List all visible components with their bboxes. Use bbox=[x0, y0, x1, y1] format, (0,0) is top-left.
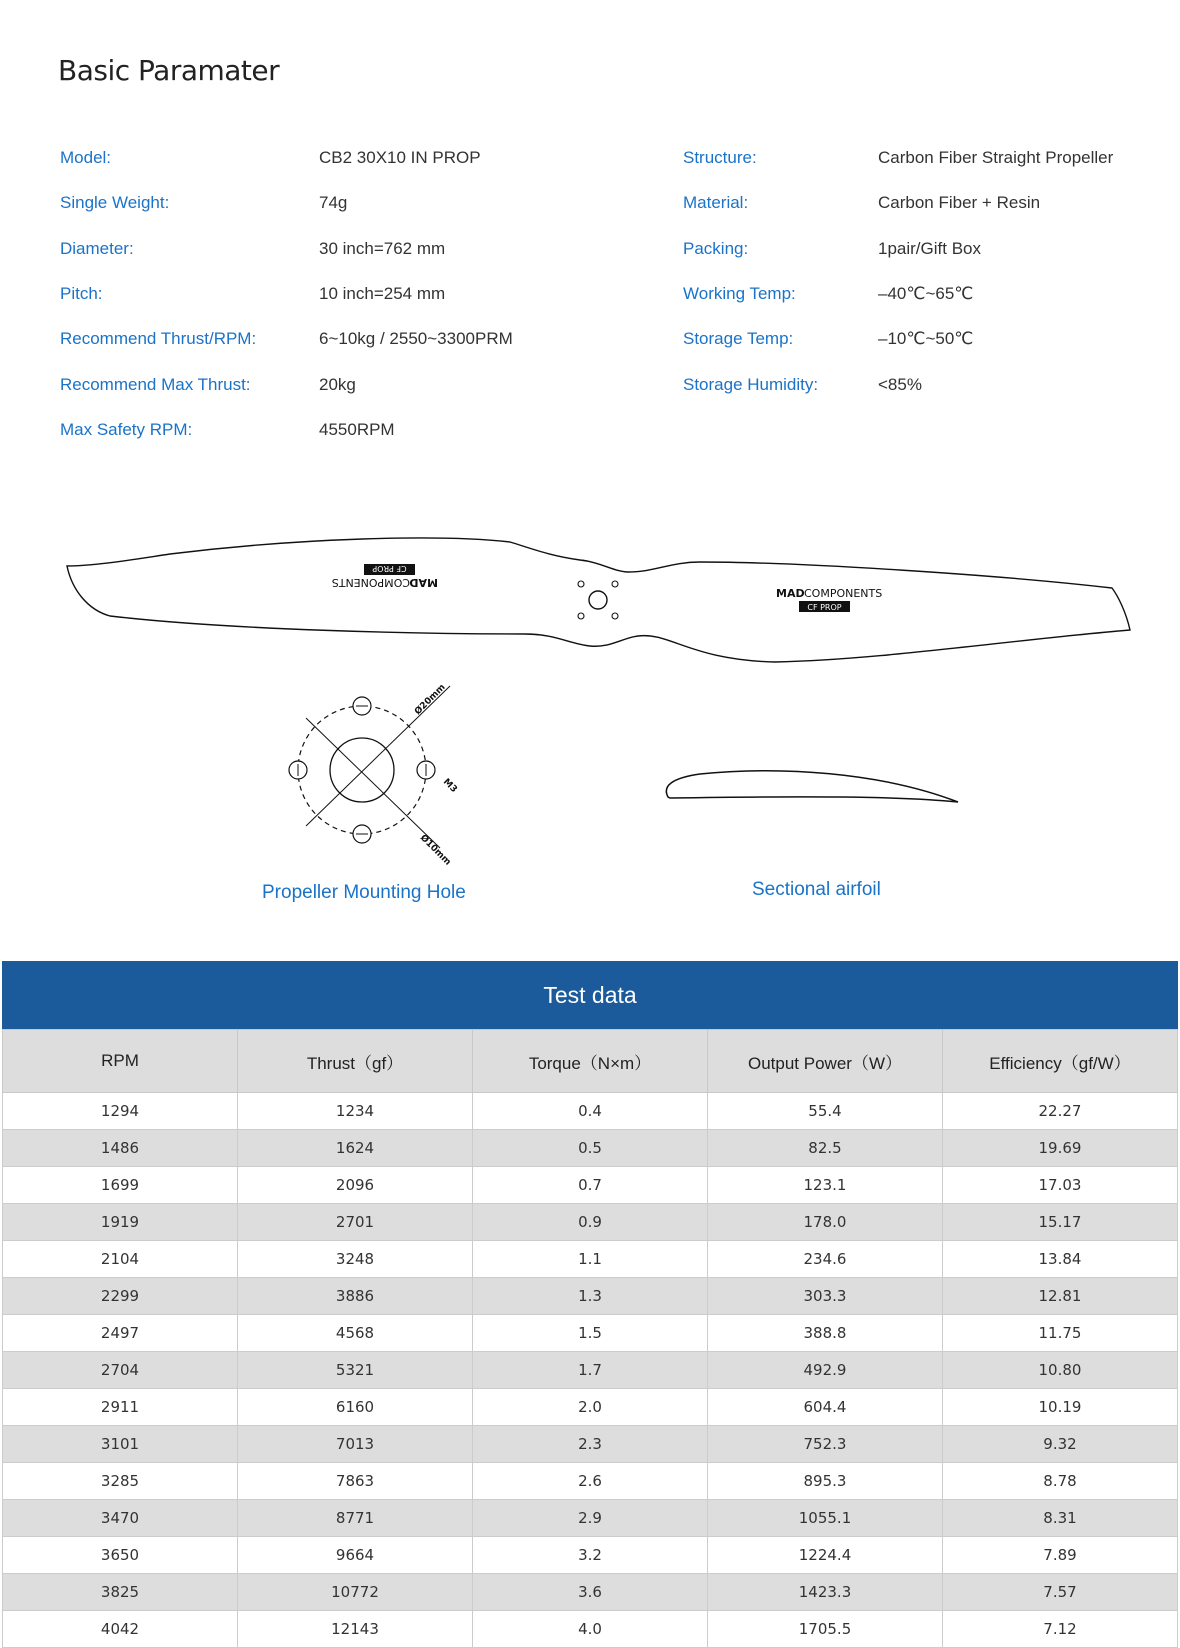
column-header: RPM bbox=[3, 1030, 238, 1093]
param-value: 74g bbox=[319, 193, 348, 212]
table-row bbox=[3, 1500, 1178, 1537]
param-label: Packing: bbox=[683, 239, 749, 258]
airfoil-section bbox=[666, 771, 958, 802]
table-cell: 4.0 bbox=[473, 1611, 708, 1648]
column-header: Thrust（gf） bbox=[238, 1030, 473, 1093]
table-cell: 8.78 bbox=[943, 1463, 1178, 1500]
table-cell: 2911 bbox=[3, 1389, 238, 1426]
page-title: Basic Paramater bbox=[58, 54, 280, 87]
mounting-hole-diagram bbox=[289, 682, 459, 868]
table-cell: 7.89 bbox=[943, 1537, 1178, 1574]
table-row bbox=[3, 1426, 1178, 1463]
table-row bbox=[3, 1315, 1178, 1352]
column-header: Efficiency（gf/W） bbox=[943, 1030, 1178, 1093]
table-row bbox=[3, 1093, 1178, 1130]
table-cell: 0.4 bbox=[473, 1093, 708, 1130]
table-cell: 3650 bbox=[3, 1537, 238, 1574]
param-value: 10 inch=254 mm bbox=[319, 284, 446, 303]
table-cell: 1.1 bbox=[473, 1241, 708, 1278]
table-row bbox=[3, 1537, 1178, 1574]
table-cell: 2701 bbox=[238, 1204, 473, 1241]
table-row bbox=[3, 1352, 1178, 1389]
logo-brand-tag: CF PROP bbox=[372, 564, 407, 573]
table-cell: 1624 bbox=[238, 1130, 473, 1167]
table-cell: 9664 bbox=[238, 1537, 473, 1574]
table-cell: 10.19 bbox=[943, 1389, 1178, 1426]
table-cell: 0.7 bbox=[473, 1167, 708, 1204]
table-cell: 6160 bbox=[238, 1389, 473, 1426]
table-cell: 8771 bbox=[238, 1500, 473, 1537]
param-value: –40℃~65℃ bbox=[878, 284, 974, 303]
param-value: 1pair/Gift Box bbox=[878, 239, 981, 258]
table-cell: 1919 bbox=[3, 1204, 238, 1241]
param-label: Material: bbox=[683, 193, 749, 212]
table-cell: 234.6 bbox=[708, 1241, 943, 1278]
table-cell: 9.32 bbox=[943, 1426, 1178, 1463]
table-header-row bbox=[3, 1030, 1178, 1093]
table-body bbox=[3, 1093, 1178, 1648]
table-cell: 7013 bbox=[238, 1426, 473, 1463]
table-cell: 0.5 bbox=[473, 1130, 708, 1167]
dim-hole-label: M3 bbox=[440, 777, 459, 795]
table-cell: 895.3 bbox=[708, 1463, 943, 1500]
table-cell: 3248 bbox=[238, 1241, 473, 1278]
table-cell: 3101 bbox=[3, 1426, 238, 1463]
table-cell: 604.4 bbox=[708, 1389, 943, 1426]
table-cell: 7.57 bbox=[943, 1574, 1178, 1611]
hub-center-hole bbox=[589, 591, 607, 609]
table-cell: 2.6 bbox=[473, 1463, 708, 1500]
table-cell: 1699 bbox=[3, 1167, 238, 1204]
table-cell: 178.0 bbox=[708, 1204, 943, 1241]
table-row bbox=[3, 1130, 1178, 1167]
dim-inner-label: Ø10mm bbox=[417, 833, 453, 868]
table-cell: 1.3 bbox=[473, 1278, 708, 1315]
param-value: 4550RPM bbox=[319, 420, 395, 439]
param-label: Model: bbox=[60, 148, 112, 167]
column-header: Torque（N×m） bbox=[473, 1030, 708, 1093]
table-row bbox=[3, 1167, 1178, 1204]
table-row bbox=[3, 1389, 1178, 1426]
table-cell: 1.5 bbox=[473, 1315, 708, 1352]
logo-left bbox=[332, 564, 438, 589]
table-title: Test data bbox=[2, 961, 1178, 1029]
table-cell: 1294 bbox=[3, 1093, 238, 1130]
table-cell: 2299 bbox=[3, 1278, 238, 1315]
table-cell: 1.7 bbox=[473, 1352, 708, 1389]
logo-brand-text: COMPONENTS bbox=[804, 587, 883, 600]
logo-brand-text: COMPONENTS bbox=[331, 576, 410, 589]
param-value: Carbon Fiber Straight Propeller bbox=[878, 148, 1114, 167]
table-cell: 2.0 bbox=[473, 1389, 708, 1426]
table-cell: 1055.1 bbox=[708, 1500, 943, 1537]
param-value: CB2 30X10 IN PROP bbox=[319, 148, 481, 167]
table-cell: 82.5 bbox=[708, 1130, 943, 1167]
table-cell: 3285 bbox=[3, 1463, 238, 1500]
table-cell: 2104 bbox=[3, 1241, 238, 1278]
table-cell: 3470 bbox=[3, 1500, 238, 1537]
logo-right bbox=[776, 587, 882, 612]
table-row bbox=[3, 1611, 1178, 1648]
param-value: 20kg bbox=[319, 375, 356, 394]
table-row bbox=[3, 1204, 1178, 1241]
table-row bbox=[3, 1278, 1178, 1315]
param-label: Storage Humidity: bbox=[683, 375, 819, 394]
table-cell: 2497 bbox=[3, 1315, 238, 1352]
param-label: Storage Temp: bbox=[683, 329, 794, 348]
table-cell: 123.1 bbox=[708, 1167, 943, 1204]
hub-bolt-hole bbox=[578, 581, 584, 587]
table-cell: 2.9 bbox=[473, 1500, 708, 1537]
param-label: Pitch: bbox=[60, 284, 103, 303]
table-cell: 303.3 bbox=[708, 1278, 943, 1315]
param-label: Max Safety RPM: bbox=[60, 420, 193, 439]
table-cell: 0.9 bbox=[473, 1204, 708, 1241]
param-label: Recommend Thrust/RPM: bbox=[60, 329, 257, 348]
column-header: Output Power（W） bbox=[708, 1030, 943, 1093]
param-value: 30 inch=762 mm bbox=[319, 239, 446, 258]
logo-brand-bold: MAD bbox=[409, 576, 438, 589]
table-cell: 12143 bbox=[238, 1611, 473, 1648]
table-cell: 4568 bbox=[238, 1315, 473, 1352]
param-label: Working Temp: bbox=[683, 284, 796, 303]
table-cell: 15.17 bbox=[943, 1204, 1178, 1241]
dim-outer-label: Ø20mm bbox=[413, 682, 448, 718]
param-label: Single Weight: bbox=[60, 193, 170, 212]
table-cell: 1234 bbox=[238, 1093, 473, 1130]
table-cell: 17.03 bbox=[943, 1167, 1178, 1204]
table-cell: 1224.4 bbox=[708, 1537, 943, 1574]
table-cell: 4042 bbox=[3, 1611, 238, 1648]
table-cell: 3886 bbox=[238, 1278, 473, 1315]
mounting-hole-caption: Propeller Mounting Hole bbox=[262, 882, 466, 903]
table-cell: 13.84 bbox=[943, 1241, 1178, 1278]
table-cell: 55.4 bbox=[708, 1093, 943, 1130]
table-cell: 3825 bbox=[3, 1574, 238, 1611]
param-value: –10℃~50℃ bbox=[878, 329, 974, 348]
param-label: Diameter: bbox=[60, 239, 134, 258]
hub-bolt-hole bbox=[612, 613, 618, 619]
table-cell: 7863 bbox=[238, 1463, 473, 1500]
hub-bolt-hole bbox=[578, 613, 584, 619]
table-cell: 2.3 bbox=[473, 1426, 708, 1463]
test-data-table bbox=[2, 961, 1178, 1648]
param-value: Carbon Fiber + Resin bbox=[878, 193, 1041, 212]
table-cell: 8.31 bbox=[943, 1500, 1178, 1537]
table-row bbox=[3, 1241, 1178, 1278]
table-cell: 2704 bbox=[3, 1352, 238, 1389]
hub-bolt-hole bbox=[612, 581, 618, 587]
logo-brand-bold: MAD bbox=[776, 587, 805, 600]
param-label: Recommend Max Thrust: bbox=[60, 375, 251, 394]
table-cell: 10772 bbox=[238, 1574, 473, 1611]
param-value: <85% bbox=[878, 375, 922, 394]
table-cell: 5321 bbox=[238, 1352, 473, 1389]
table-cell: 1486 bbox=[3, 1130, 238, 1167]
logo-brand-tag: CF PROP bbox=[807, 603, 842, 612]
airfoil-caption: Sectional airfoil bbox=[752, 879, 881, 900]
table-cell: 1423.3 bbox=[708, 1574, 943, 1611]
table-cell: 1705.5 bbox=[708, 1611, 943, 1648]
table-cell: 3.2 bbox=[473, 1537, 708, 1574]
table-cell: 752.3 bbox=[708, 1426, 943, 1463]
param-label: Structure: bbox=[683, 148, 757, 167]
table-cell: 19.69 bbox=[943, 1130, 1178, 1167]
table-cell: 11.75 bbox=[943, 1315, 1178, 1352]
table-cell: 7.12 bbox=[943, 1611, 1178, 1648]
table-cell: 3.6 bbox=[473, 1574, 708, 1611]
table-cell: 12.81 bbox=[943, 1278, 1178, 1315]
table-cell: 388.8 bbox=[708, 1315, 943, 1352]
param-value: 6~10kg / 2550~3300PRM bbox=[319, 329, 513, 348]
table-cell: 22.27 bbox=[943, 1093, 1178, 1130]
table-row bbox=[3, 1463, 1178, 1500]
table-row bbox=[3, 1574, 1178, 1611]
propeller-blade-outline bbox=[67, 538, 1130, 662]
table-cell: 492.9 bbox=[708, 1352, 943, 1389]
table-cell: 10.80 bbox=[943, 1352, 1178, 1389]
table-cell: 2096 bbox=[238, 1167, 473, 1204]
